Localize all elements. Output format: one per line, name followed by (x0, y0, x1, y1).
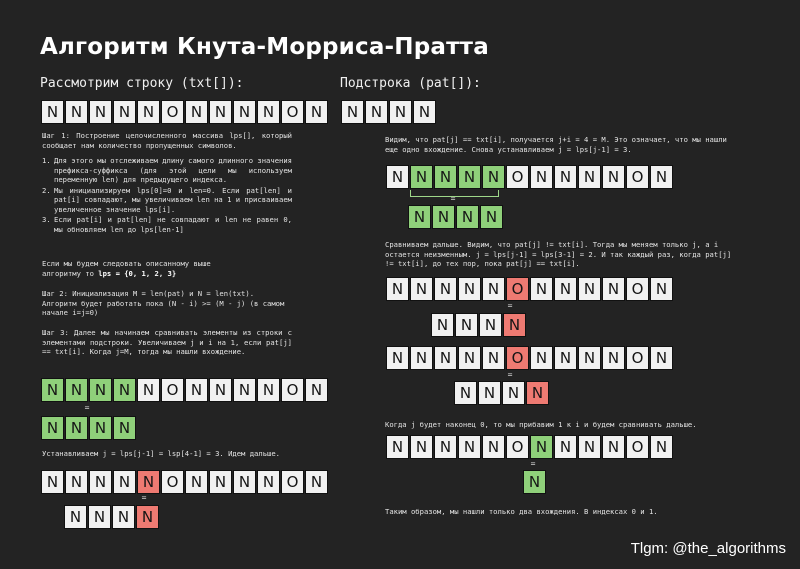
char-cell: N (458, 277, 481, 301)
char-cell: N (305, 378, 328, 402)
char-cell: N (341, 100, 364, 124)
lps-result: lps = {0, 1, 2, 3} (98, 268, 177, 278)
char-cell: O (281, 470, 304, 494)
char-cell: N (530, 346, 553, 370)
char-cell: N (650, 277, 673, 301)
char-cell: N (434, 277, 457, 301)
char-cell: N (386, 435, 409, 459)
char-cell: O (161, 100, 184, 124)
equals-mark: = (530, 459, 536, 468)
char-cell: N (554, 277, 577, 301)
char-cell: N (365, 100, 388, 124)
char-cell: N (41, 100, 64, 124)
page-title: Алгоритм Кнута-Морриса-Пратта (40, 34, 489, 60)
match-cell: N (65, 416, 88, 440)
step1-item: 2. Мы инициализируем lps[0]=0 и len=0. Если pat[len] и pat[i] совпадают, мы увеличиваем len на 1 и присваиваем увеличенное значение lps[i]. (42, 185, 292, 214)
found-text: Видим, что pat[j] == txt[i], получается j+i = 4 = M. Это означает, что мы нашли еще одно вхождение. Снова устанавливаем j = lps[j-1] = 3. (385, 135, 727, 154)
footer-credit: Tlgm: @the_algorithms (630, 540, 786, 557)
conclusion-text: Таким образом, мы нашли только два вхождения. В индексах 0 и 1. (385, 507, 658, 516)
char-cell: O (626, 346, 649, 370)
char-cell: N (88, 505, 111, 529)
match-cell: N (480, 205, 503, 229)
equals-mark: = (84, 403, 90, 412)
char-cell: N (482, 435, 505, 459)
char-cell: N (578, 165, 601, 189)
match-cell: N (410, 165, 433, 189)
char-cell: N (602, 435, 625, 459)
diagram-r1-txt (386, 165, 674, 189)
char-cell: O (161, 470, 184, 494)
match-cell: N (89, 416, 112, 440)
char-cell: N (434, 346, 457, 370)
char-cell: N (431, 313, 454, 337)
char-cell: N (410, 346, 433, 370)
equals-mark: = (507, 370, 513, 379)
char-cell: N (482, 346, 505, 370)
char-cell: N (554, 165, 577, 189)
char-cell: N (89, 100, 112, 124)
char-cell: N (89, 470, 112, 494)
txt-string (41, 100, 329, 124)
char-cell: N (478, 381, 501, 405)
char-cell: N (554, 435, 577, 459)
char-cell: N (454, 381, 477, 405)
char-cell: N (233, 470, 256, 494)
step2-text: Шаг 2: Инициализация M = len(pat) и N = len(txt). Алгоритм будет работать пока (N - i) >= (M - j) (в самом начале i=j=0) (42, 289, 285, 317)
char-cell: N (458, 435, 481, 459)
char-cell: N (257, 378, 280, 402)
mismatch-cell: N (526, 381, 549, 405)
char-cell: N (257, 100, 280, 124)
char-cell: N (257, 470, 280, 494)
char-cell: N (479, 313, 502, 337)
mismatch-cell: O (506, 277, 529, 301)
step1-text: Шаг 1: Построение целочисленного массива lps[], который сообщает нам количество пропущенных символов. (42, 131, 292, 150)
zero-text: Когда j будет наконец 0, то мы прибавим 1 к i и будем сравнивать дальше. (385, 420, 697, 429)
match-cell: N (65, 378, 88, 402)
char-cell: N (64, 505, 87, 529)
char-cell: N (502, 381, 525, 405)
match-cell: N (482, 165, 505, 189)
char-cell: N (650, 165, 673, 189)
char-cell: N (578, 435, 601, 459)
step3-text: Шаг 3: Далее мы начинаем сравнивать элементы из строки с элементами подстроки. Увеличиваем j и i на 1, если pat[j] == txt[i]. Когда j=M, тогда мы нашли вхождение. (42, 328, 292, 356)
set-j-text: Устанавливаем j = lps[j-1] = lsp[4-1] = 3. Идем дальше. (42, 449, 280, 458)
char-cell: N (458, 346, 481, 370)
match-cell: N (41, 416, 64, 440)
match-cell: N (432, 205, 455, 229)
char-cell: N (185, 100, 208, 124)
step1-item: 1. Для этого мы отслеживаем длину самого длинного значения префикса-суффикса (для этой цели мы используем переменную len) для предыдущего индекса. (42, 156, 292, 184)
char-cell: N (185, 470, 208, 494)
char-cell: N (410, 277, 433, 301)
char-cell: N (65, 100, 88, 124)
diagram-l1-txt (41, 378, 329, 402)
char-cell: N (209, 100, 232, 124)
diagram-r4-pat (523, 470, 547, 494)
match-cell: N (434, 165, 457, 189)
diagram-r3-pat (454, 381, 550, 405)
char-cell: N (137, 378, 160, 402)
equals-mark: = (141, 493, 147, 502)
char-cell: N (65, 470, 88, 494)
char-cell: N (233, 378, 256, 402)
char-cell: N (386, 165, 409, 189)
pat-heading: Подстрока (pat[]): (340, 76, 481, 91)
diagram-l2-pat (64, 505, 160, 529)
equals-mark: = (450, 194, 456, 203)
diagram-r1-pat (408, 205, 504, 229)
char-cell: O (281, 100, 304, 124)
char-cell: N (650, 435, 673, 459)
char-cell: N (455, 313, 478, 337)
char-cell: O (281, 378, 304, 402)
match-cell: N (523, 470, 546, 494)
char-cell: N (413, 100, 436, 124)
diagram-r2-pat (431, 313, 527, 337)
txt-heading: Рассмотрим строку (txt[]): (40, 76, 244, 91)
match-cell: N (41, 378, 64, 402)
mismatch-cell: N (503, 313, 526, 337)
diagram-r4-txt (386, 435, 674, 459)
char-cell: O (506, 165, 529, 189)
mismatch-cell: N (137, 470, 160, 494)
char-cell: N (113, 470, 136, 494)
char-cell: N (305, 470, 328, 494)
step1-item: 3. Если pat[i] и pat[len] не совпадают и len не равен 0, мы обновляем len до lps[len-1] (42, 215, 292, 234)
match-cell: N (408, 205, 431, 229)
diagram-r3-txt (386, 346, 674, 370)
char-cell: N (389, 100, 412, 124)
char-cell: O (626, 277, 649, 301)
pat-string (341, 100, 437, 124)
mismatch-cell: O (506, 346, 529, 370)
char-cell: N (386, 277, 409, 301)
char-cell: N (209, 378, 232, 402)
char-cell: N (410, 435, 433, 459)
char-cell: N (209, 470, 232, 494)
char-cell: N (233, 100, 256, 124)
char-cell: O (626, 165, 649, 189)
match-cell: N (458, 165, 481, 189)
diagram-l2-txt (41, 470, 329, 494)
char-cell: N (602, 277, 625, 301)
char-cell: N (554, 346, 577, 370)
char-cell: N (650, 346, 673, 370)
mismatch-cell: N (136, 505, 159, 529)
compare-text: Сравниваем дальше. Видим, что pat[j] != txt[i]. Тогда мы меняем только j, а i остается неизменным. j = lps[j-1] = lps[3-1] = 2. И так каждый раз, когда pat[j] != txt[i], до тех пор, пока pat[j] == txt[i]. (385, 240, 732, 268)
char-cell: O (506, 435, 529, 459)
match-cell: N (456, 205, 479, 229)
char-cell: O (626, 435, 649, 459)
char-cell: N (305, 100, 328, 124)
char-cell: N (482, 277, 505, 301)
char-cell: N (578, 277, 601, 301)
char-cell: N (602, 346, 625, 370)
char-cell: N (530, 165, 553, 189)
char-cell: N (185, 378, 208, 402)
match-cell: N (89, 378, 112, 402)
char-cell: N (112, 505, 135, 529)
char-cell: N (602, 165, 625, 189)
step1-list (42, 156, 292, 235)
diagram-l1-pat (41, 416, 137, 440)
match-cell: N (530, 435, 553, 459)
char-cell: N (386, 346, 409, 370)
lps-result-text: Если мы будем следовать описанному выше алгоритму то lps = {0, 1, 2, 3} (42, 259, 211, 278)
char-cell: O (161, 378, 184, 402)
diagram-r2-txt (386, 277, 674, 301)
equals-mark: = (507, 301, 513, 310)
char-cell: N (41, 470, 64, 494)
char-cell: N (113, 100, 136, 124)
char-cell: N (137, 100, 160, 124)
char-cell: N (434, 435, 457, 459)
char-cell: N (530, 277, 553, 301)
match-cell: N (113, 378, 136, 402)
match-cell: N (113, 416, 136, 440)
char-cell: N (578, 346, 601, 370)
